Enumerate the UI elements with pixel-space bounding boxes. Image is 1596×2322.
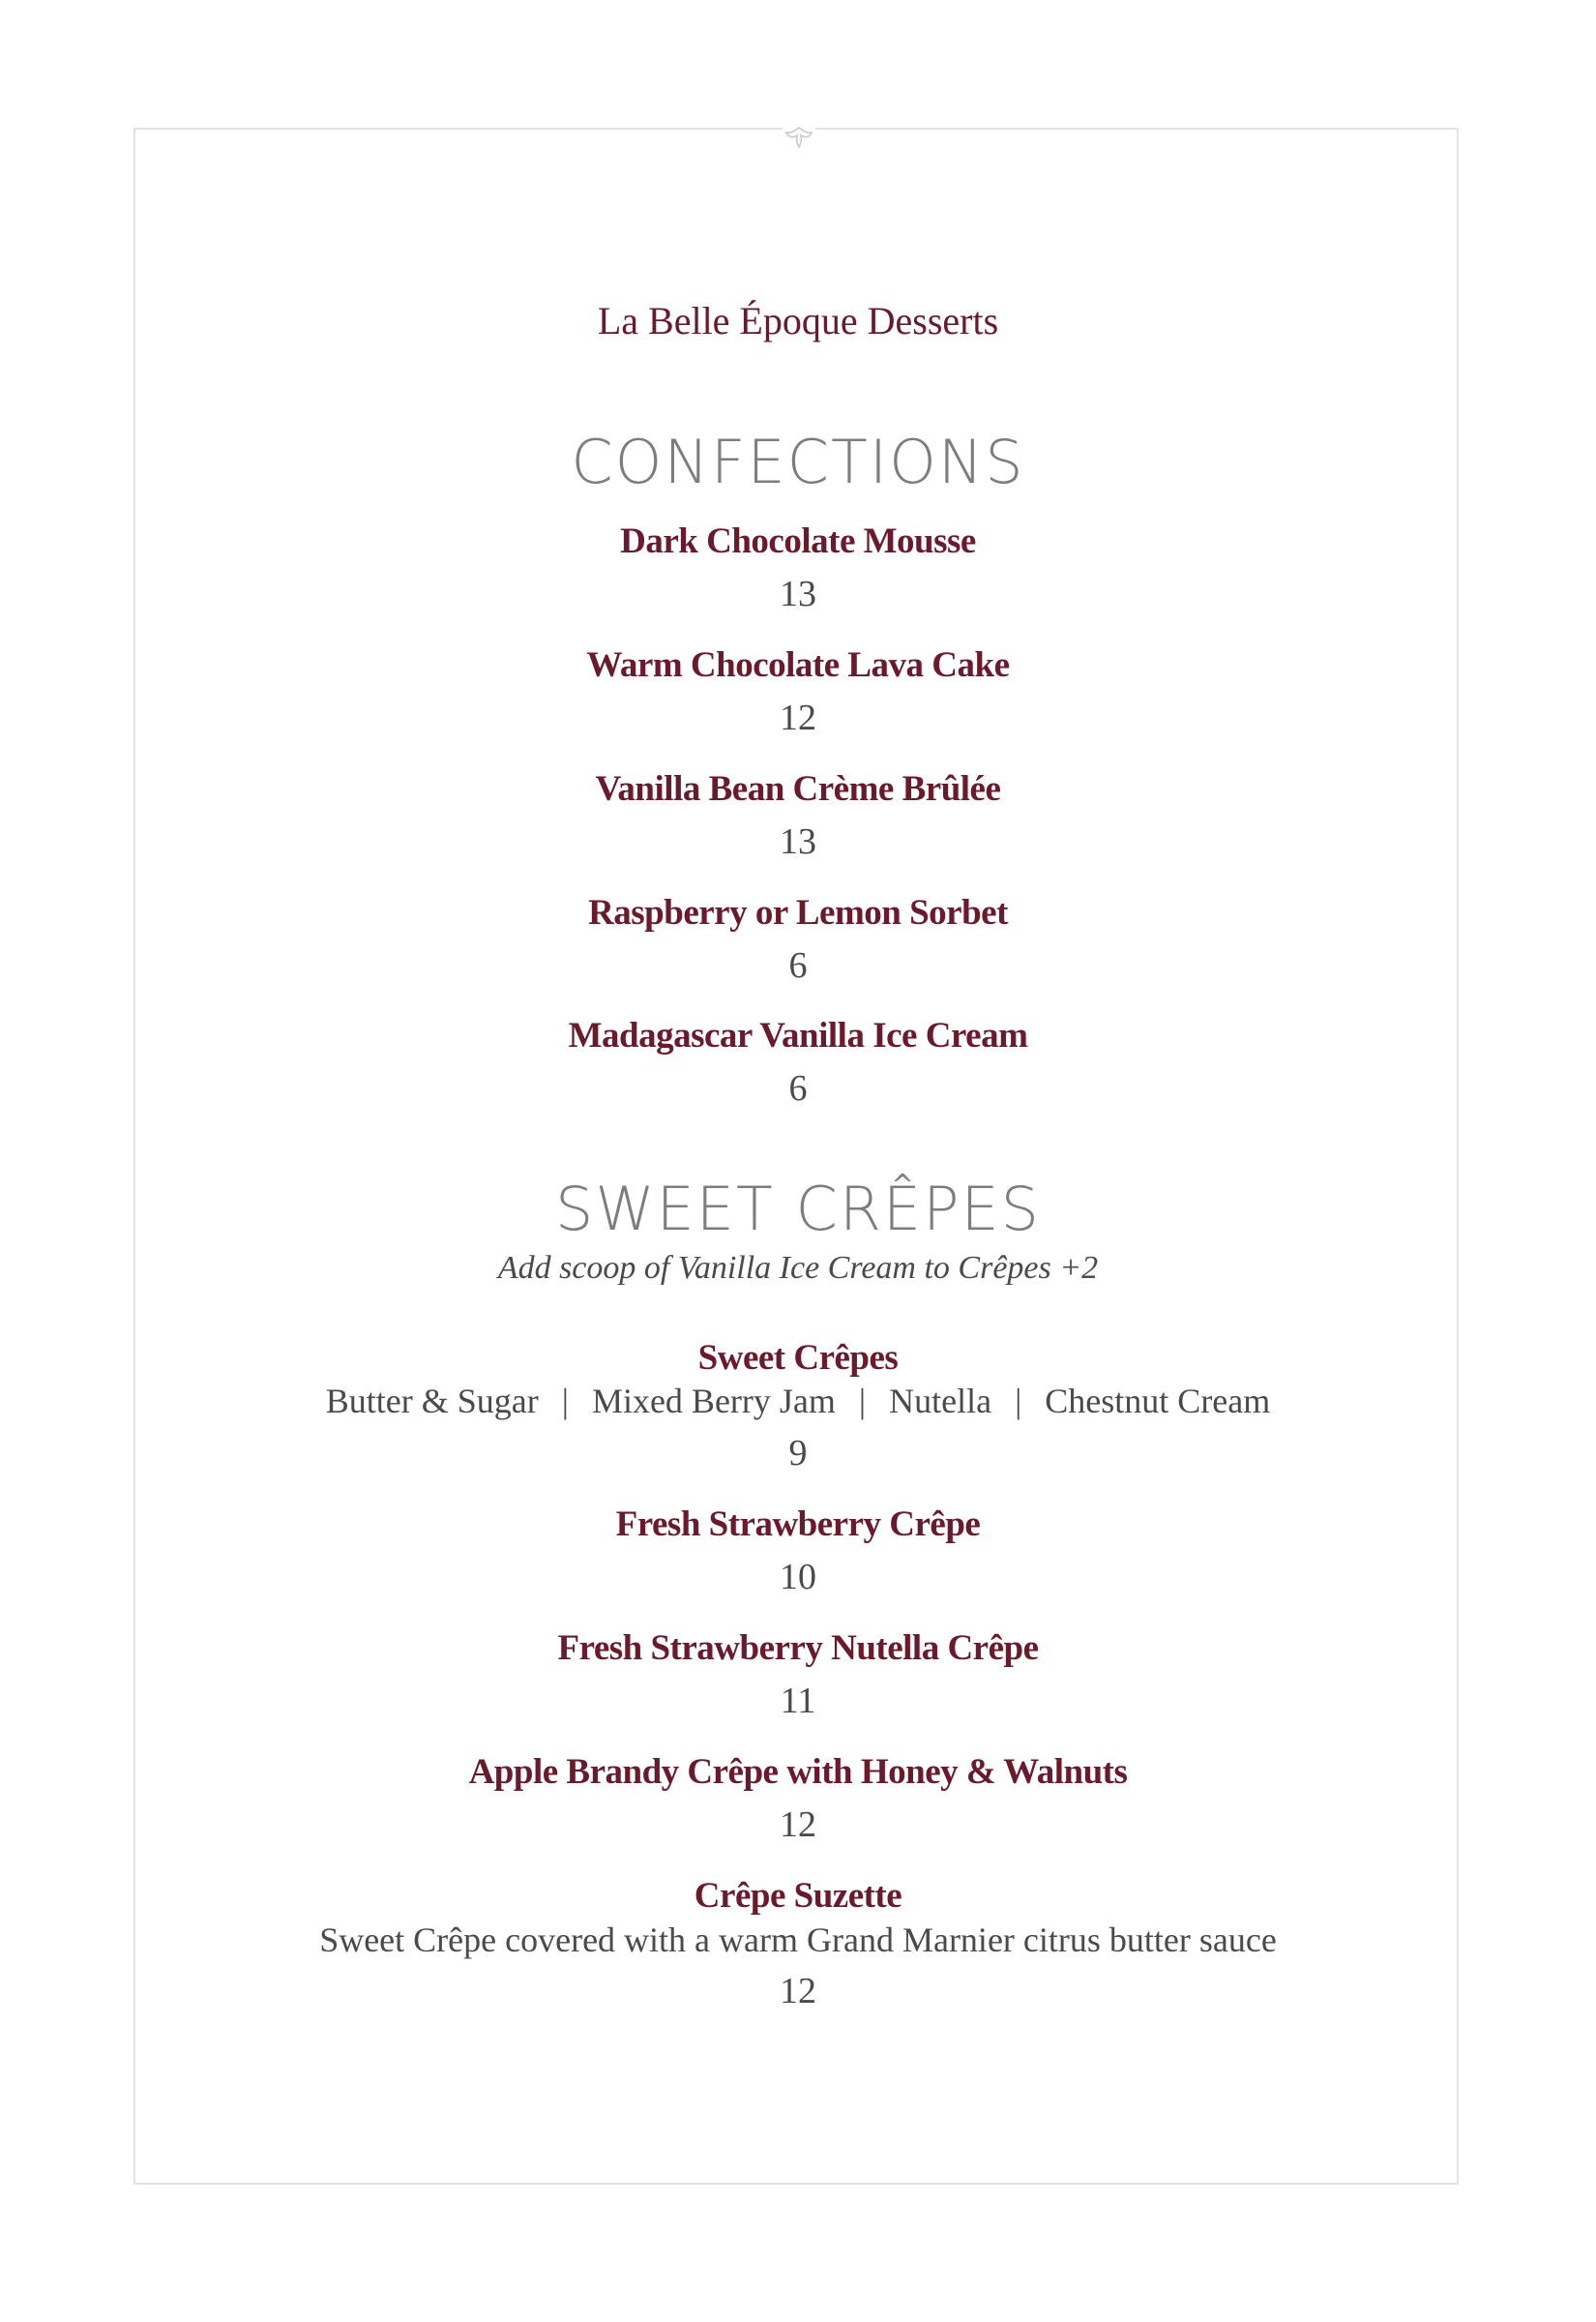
menu-item-price: 12: [780, 1971, 816, 2011]
menu-item-description: Sweet Crêpe covered with a warm Grand Marnier citrus butter sauce: [319, 1920, 1277, 1959]
leaf-flourish-icon: [783, 124, 815, 153]
menu-item-price: 13: [780, 821, 816, 862]
menu-item-name: Fresh Strawberry Nutella Crêpe: [557, 1628, 1039, 1668]
option-separator: |: [858, 1382, 867, 1420]
menu-item-name: Warm Chocolate Lava Cake: [586, 645, 1010, 685]
option-separator: |: [561, 1382, 569, 1420]
restaurant-name: La Belle Époque Desserts: [597, 299, 999, 342]
option-label: Nutella: [889, 1382, 992, 1420]
option-label: Mixed Berry Jam: [591, 1382, 836, 1420]
menu-item-name: Madagascar Vanilla Ice Cream: [568, 1016, 1028, 1056]
menu-item-price: 11: [780, 1681, 816, 1721]
menu-item-price: 12: [780, 698, 816, 738]
menu-item-price: 13: [780, 574, 816, 614]
menu-item-price: 9: [788, 1433, 808, 1474]
menu-item-price: 6: [788, 1068, 808, 1109]
menu-item-name: Sweet Crêpes: [697, 1338, 899, 1378]
menu-item-options: [0, 1378, 1596, 1424]
menu-item-price: 10: [780, 1557, 816, 1597]
option-label: Chestnut Cream: [1045, 1382, 1271, 1420]
menu-item-price: 12: [780, 1804, 816, 1845]
menu-item-name: Crêpe Suzette: [694, 1876, 902, 1916]
menu-item-name: Dark Chocolate Mousse: [620, 521, 976, 561]
section-title-sweet-crepes: SWEET CRÊPES: [554, 1174, 1042, 1244]
menu-item-price: 6: [788, 945, 808, 986]
section-note: Add scoop of Vanilla Ice Cream to Crêpes +2: [497, 1250, 1099, 1286]
menu-item-name: Raspberry or Lemon Sorbet: [588, 893, 1008, 933]
section-title-confections: CONFECTIONS: [571, 427, 1025, 497]
menu-item-name: Apple Brandy Crêpe with Honey & Walnuts: [468, 1752, 1128, 1792]
menu-item-name: Vanilla Bean Crème Brûlée: [595, 769, 1001, 809]
option-label: Butter & Sugar: [325, 1382, 539, 1420]
menu-item-name: Fresh Strawberry Crêpe: [615, 1504, 981, 1544]
option-separator: |: [1015, 1382, 1022, 1420]
